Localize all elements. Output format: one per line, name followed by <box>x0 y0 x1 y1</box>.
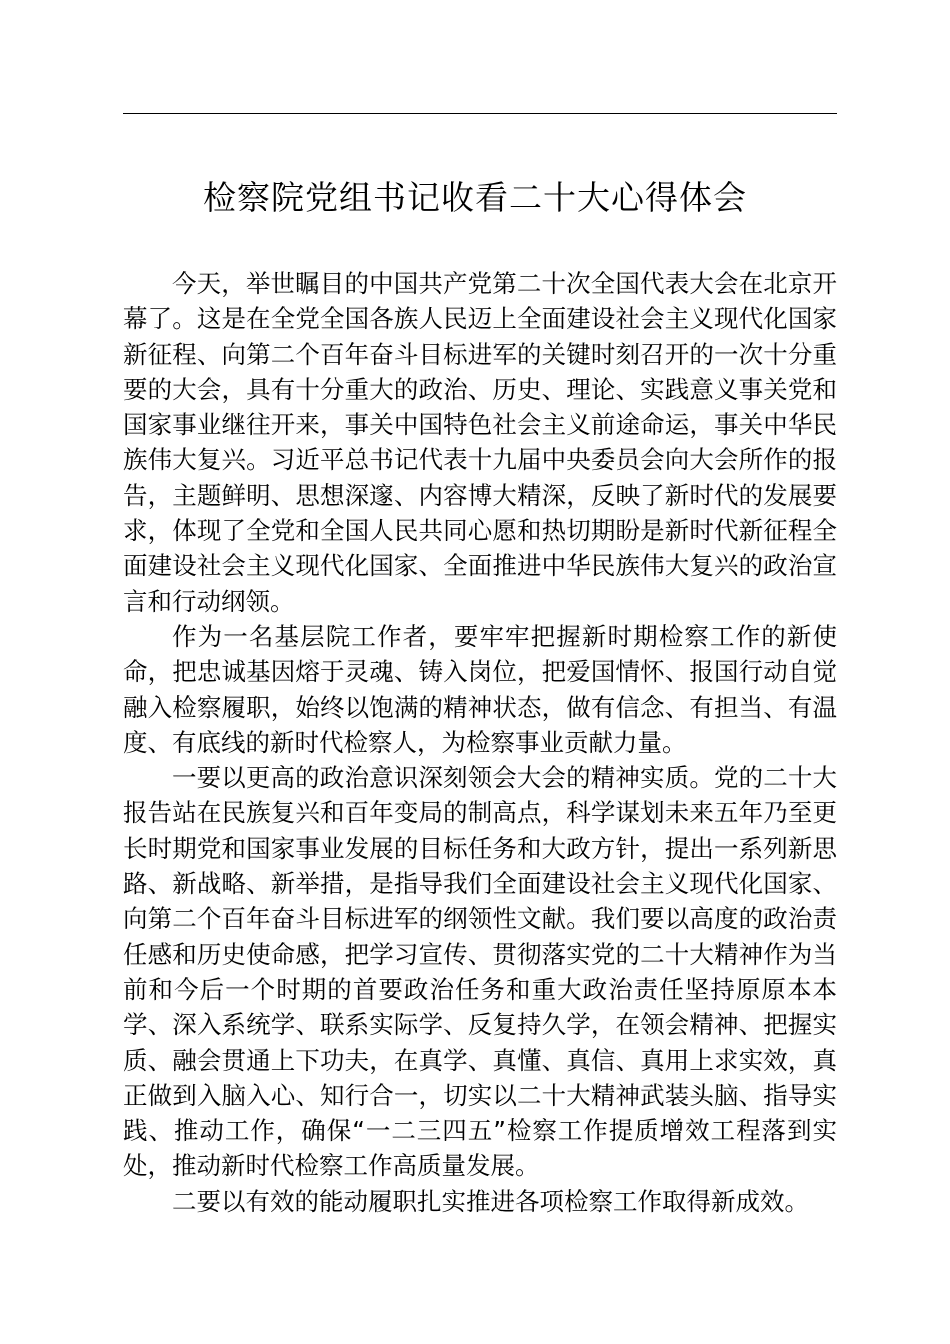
paragraph-point-two: 二要以有效的能动履职扎实推进各项检察工作取得新成效。 <box>172 1186 809 1216</box>
document-body <box>123 266 837 1219</box>
document-title: 检察院党组书记收看二十大心得体会 <box>203 178 747 217</box>
header-rule <box>123 113 837 114</box>
paragraph-point-one: 一要以更高的政治意识深刻领会大会的精神实质。党的二十大报告站在民族复兴和百年变局的制高点，科学谋划未来五年乃至更长时期党和国家事业发展的目标任务和大政方针，提出一系列新思路、新战略、新举措，是指导我们全面建设社会主义现代化国家、向第二个百年奋斗目标进军的纲领性文献。我们要以高度的政治责任感和历史使命感，把学习宣传、贯彻落实党的二十大精神作为当前和今后一个时期的首要政治任务和重大政治责任坚持原原本本学、深入系统学、联系实际学、反复持久学，在领会精神、把握实质、融会贯通上下功夫，在真学、真懂、真信、真用上求实效，真正做到入脑入心、知行合一，切实以二十大精神武装头脑、指导实践、推动工作，确保“一二三四五”检察工作提质增效工程落到实处，推动新时代检察工作高质量发展。 <box>123 763 837 1181</box>
paragraph-opening: 今天，举世瞩目的中国共产党第二十次全国代表大会在北京开幕了。这是在全党全国各族人民迈上全面建设社会主义现代化国家新征程、向第二个百年奋斗目标进军的关键时刻召开的一次十分重要的大会，具有十分重大的政治、历史、理论、实践意义事关党和国家事业继往开来，事关中国特色社会主义前途命运，事关中华民族伟大复兴。习近平总书记代表十九届中央委员会向大会所作的报告，主题鲜明、思想深邃、内容博大精深，反映了新时代的发展要求，体现了全党和全国人民共同心愿和热切期盼是新时代新征程全面建设社会主义现代化国家、全面推进中华民族伟大复兴的政治宣言和行动纲领。 <box>123 269 837 616</box>
paragraph-mission: 作为一名基层院工作者，要牢牢把握新时期检察工作的新使命，把忠诚基因熔于灵魂、铸入岗位，把爱国情怀、报国行动自觉融入检察履职，始终以饱满的精神状态，做有信念、有担当、有温度、有底线的新时代检察人，为检察事业贡献力量。 <box>123 621 837 757</box>
